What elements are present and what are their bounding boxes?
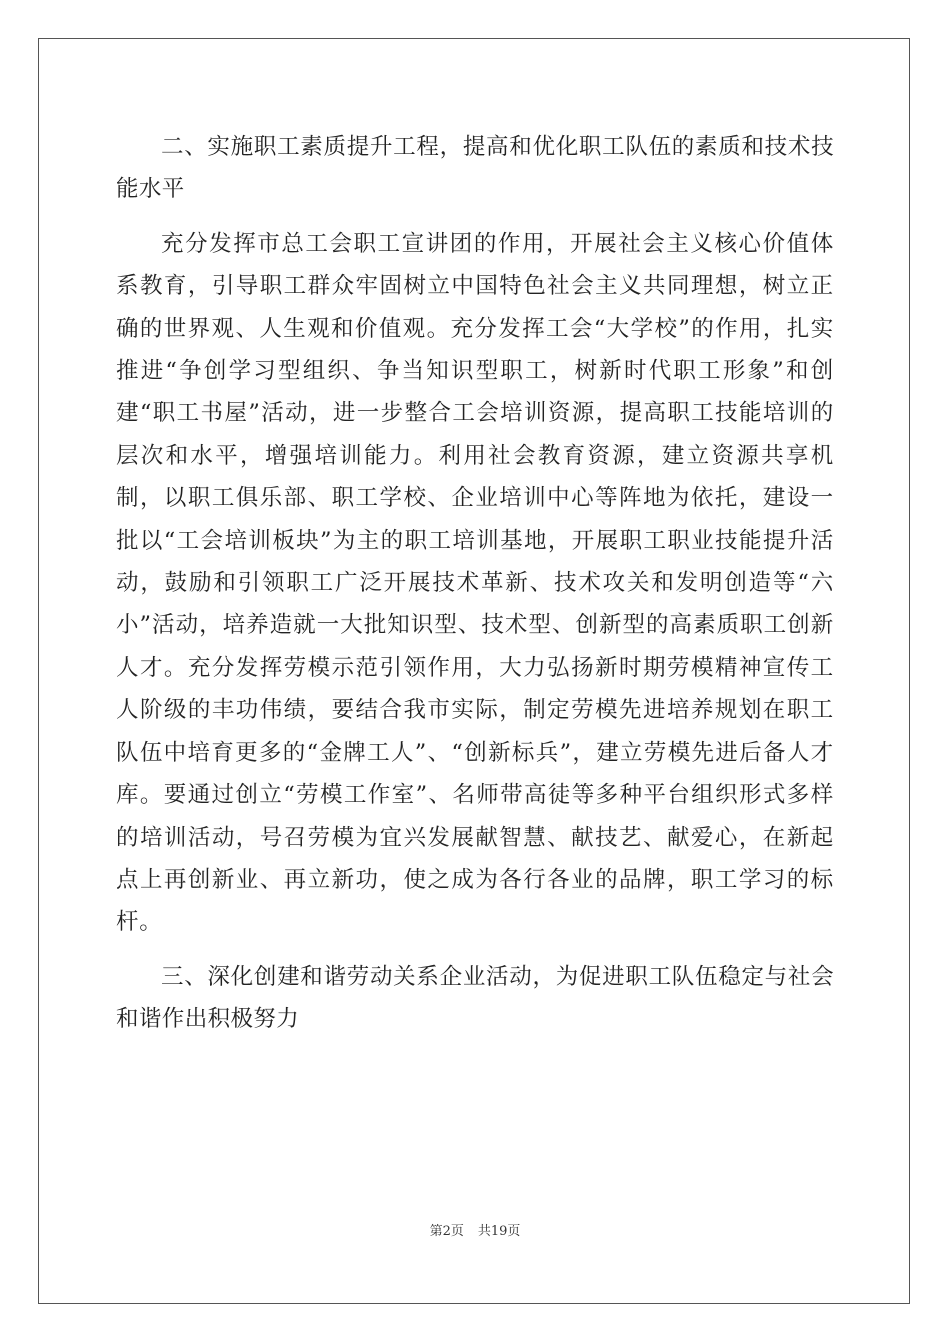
document-body — [116, 126, 834, 1041]
section-heading-3: 三、深化创建和谐劳动关系企业活动，为促进职工队伍稳定与社会和谐作出积极努力 — [116, 963, 834, 1033]
page-total: 共19页 — [477, 1224, 521, 1239]
body-paragraph: 充分发挥市总工会职工宣讲团的作用，开展社会主义核心价值体系教育，引导职工群众牢固树立中国特色社会主义共同理想，树立正确的世界观、人生观和价值观。充分发挥工会“大学校”的作用，扎实推进“争创学习型组织、争当知识型职工，树新时代职工形象”和创建“职工书屋”活动，进一步整合工会培训资源，提高职工技能培训的层次和水平，增强培训能力。利用社会教育资源，建立资源共享机制，以职工俱乐部、职工学校、企业培训中心等阵地为依托，建设一批以“工会培训板块”为主的职工培训基地，开展职工职业技能提升活动，鼓励和引领职工广泛开展技术革新、技术攻关和发明创造等“六小”活动，培养造就一大批知识型、技术型、创新型的高素质职工创新人才。充分发挥劳模示范引领作用，大力弘扬新时期劳模精神宣传工人阶级的丰功伟绩，要结合我市实际，制定劳模先进培养规划在职工队伍中培育更多的“金牌工人”、“创新标兵”，建立劳模先进后备人才库。要通过创立“劳模工作室”、名师带高徒等多种平台组织形式多样的培训活动，号召劳模为宜兴发展献智慧、献技艺、献爱心，在新起点上再创新业、再立新功，使之成为各行各业的品牌，职工学习的标杆。 — [116, 230, 834, 936]
page-footer — [0, 1220, 950, 1239]
page-number: 第2页 — [429, 1224, 464, 1239]
section-heading-2: 二、实施职工素质提升工程，提高和优化职工队伍的素质和技术技能水平 — [116, 134, 834, 203]
paragraph-gap — [116, 211, 834, 223]
paragraph-gap — [116, 944, 834, 956]
